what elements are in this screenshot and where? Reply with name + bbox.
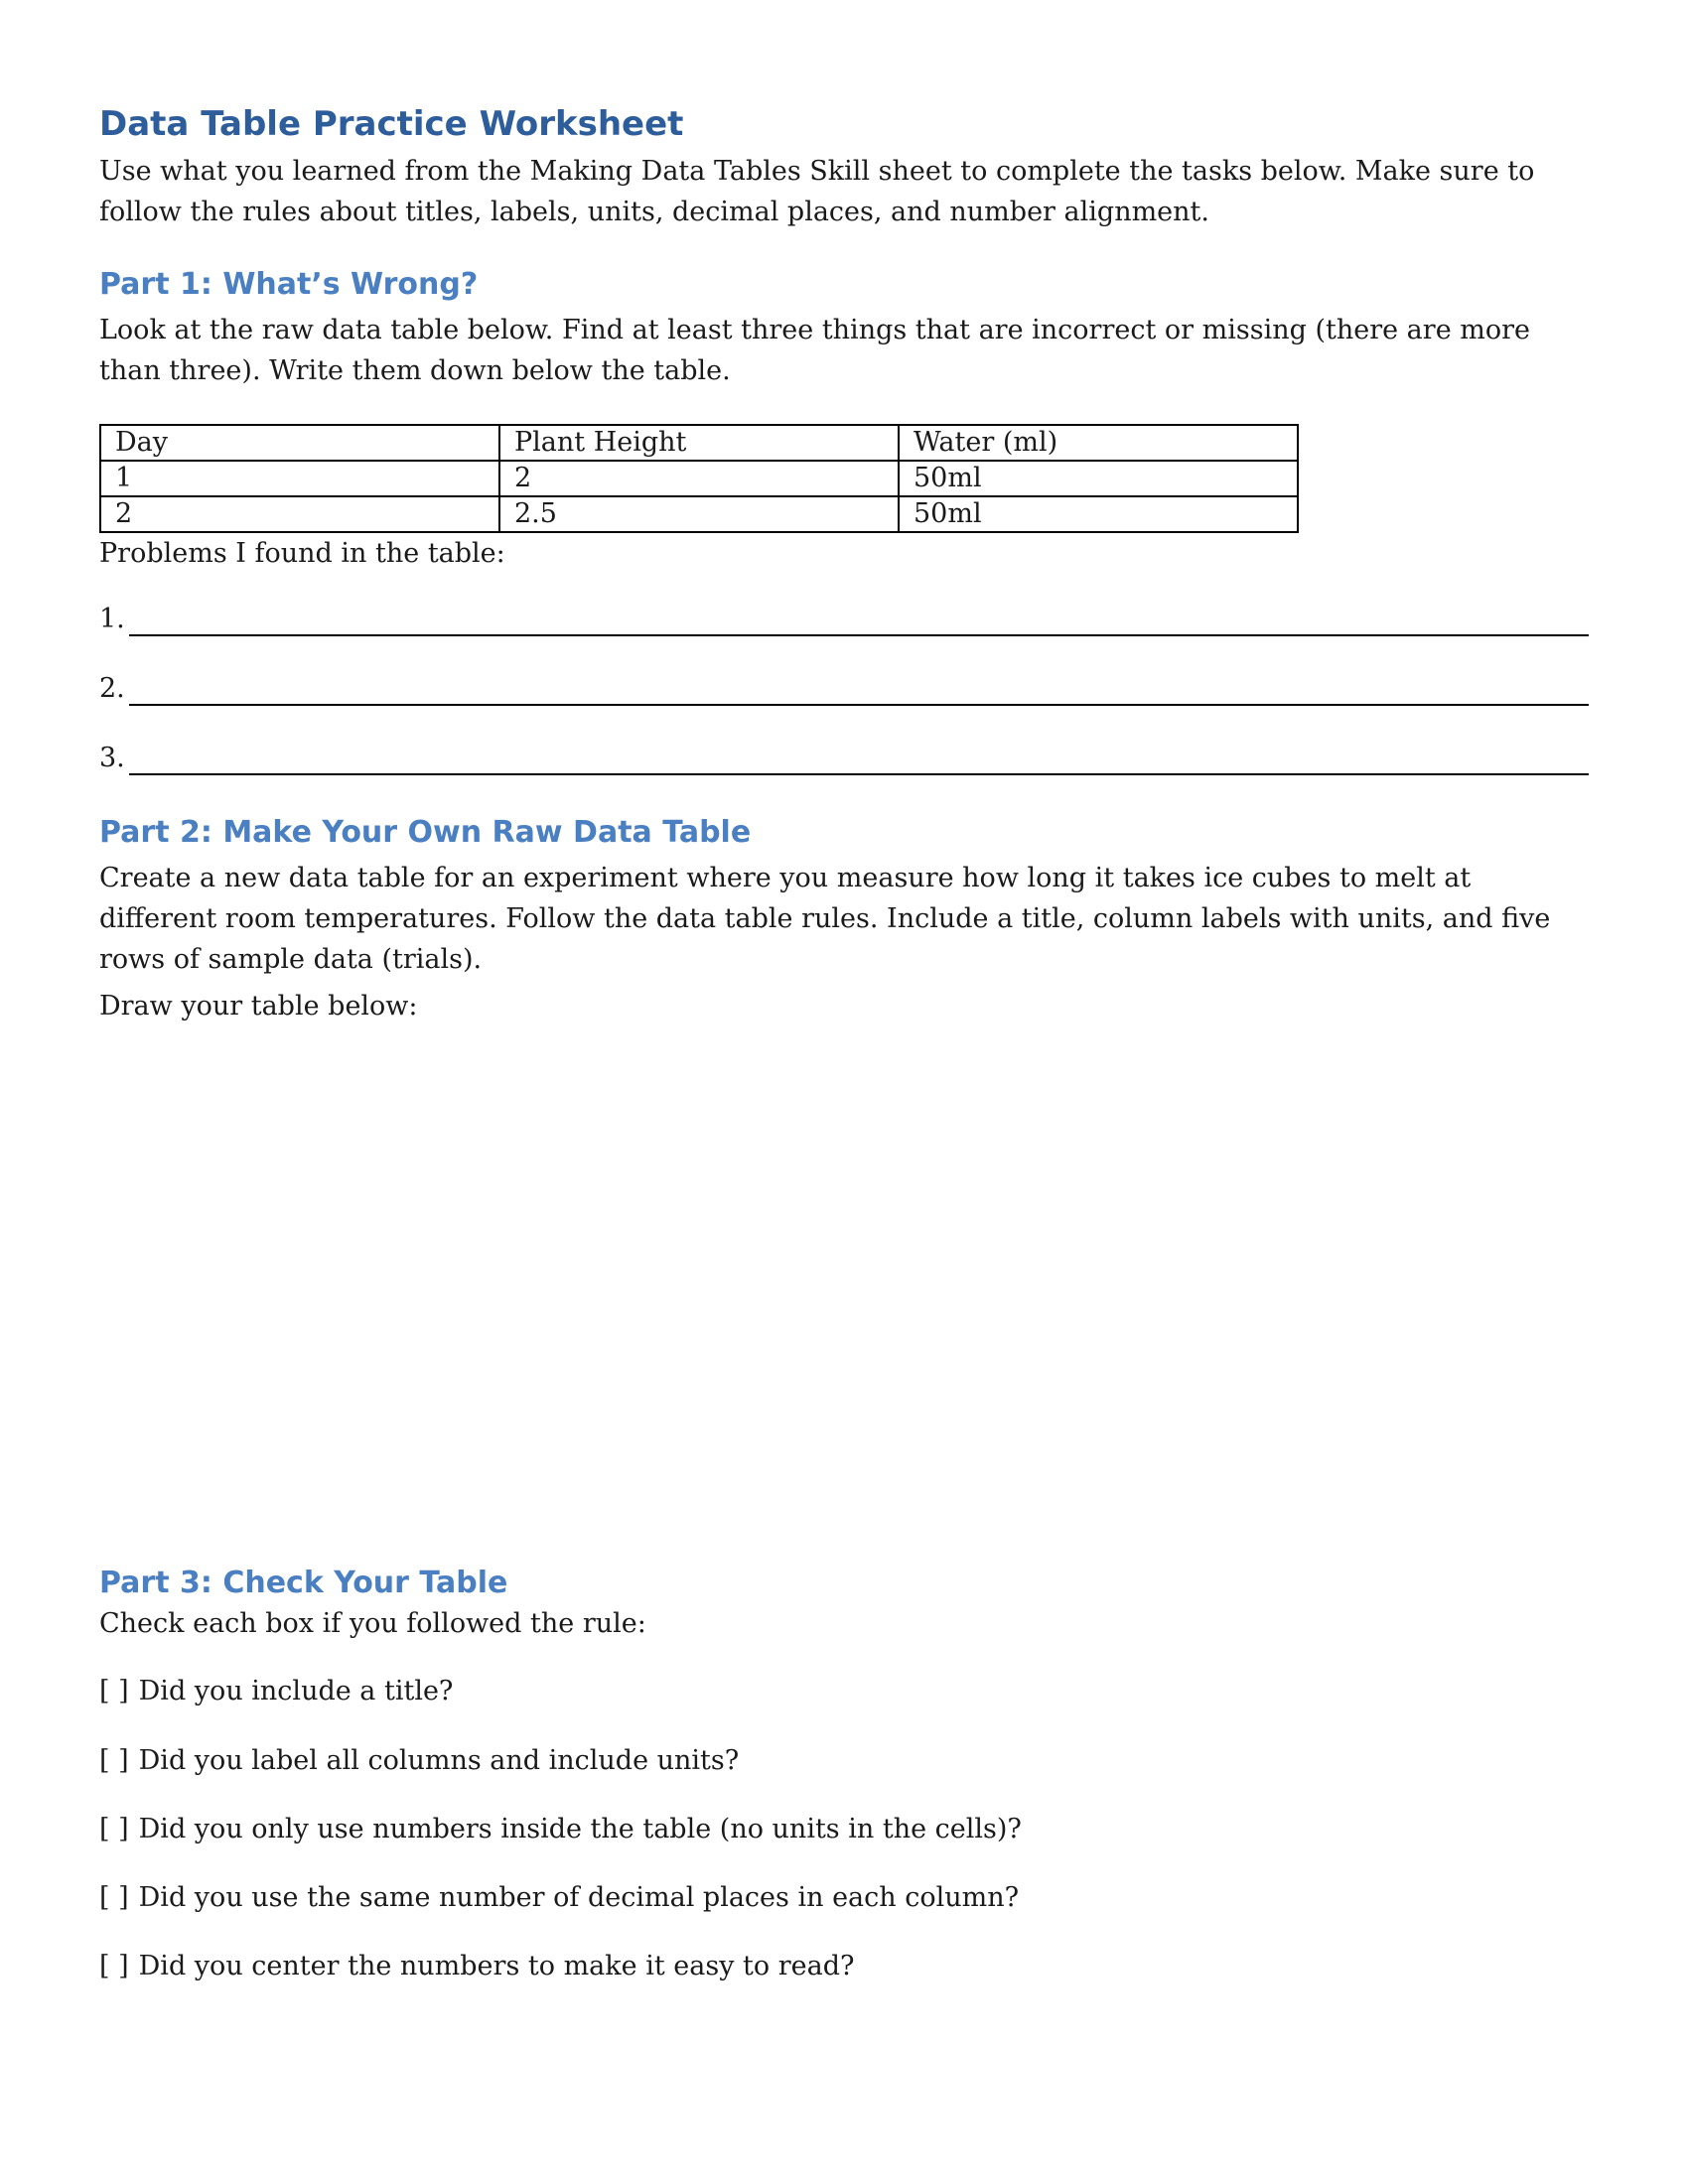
answer-number: 1. bbox=[99, 604, 125, 634]
checklist-label: Did you label all columns and include units? bbox=[138, 1745, 740, 1776]
answer-number: 3. bbox=[99, 743, 125, 773]
checkbox[interactable]: [ ] bbox=[99, 1676, 129, 1706]
checklist-item[interactable] bbox=[99, 1882, 1019, 1913]
part3-instructions: Check each box if you followed the rule: bbox=[99, 1608, 646, 1639]
checkbox[interactable]: [ ] bbox=[99, 1951, 129, 1981]
table-row bbox=[100, 461, 1298, 496]
table-header-cell: Water (ml) bbox=[899, 425, 1298, 461]
checklist-item[interactable] bbox=[99, 1814, 1022, 1844]
part3-heading: Part 3: Check Your Table bbox=[99, 1566, 508, 1600]
table-header-cell: Plant Height bbox=[499, 425, 899, 461]
checklist-item[interactable] bbox=[99, 1745, 739, 1776]
part1-instructions: Look at the raw data table below. Find at least three things that are incorrect or missing (there are more than three). Write them down below the table. bbox=[99, 315, 1530, 386]
table-cell: 2 bbox=[499, 461, 899, 496]
checkbox[interactable]: [ ] bbox=[99, 1814, 129, 1844]
answer-line-3[interactable] bbox=[99, 743, 1589, 778]
checkbox[interactable]: [ ] bbox=[99, 1882, 129, 1913]
intro-paragraph: Use what you learned from the Making Data Tables Skill sheet to complete the tasks below. Make sure to follow the rules about titles, labels, units, decimal places, and number alignment. bbox=[99, 156, 1535, 227]
part2-instructions: Create a new data table for an experiment where you measure how long it takes ice cubes to melt at different room temperatures. Follow the data table rules. Include a title, column labels with units, and five rows of sample data (trials). bbox=[99, 863, 1551, 975]
table-cell: 1 bbox=[100, 461, 499, 496]
raw-data-table bbox=[99, 424, 1299, 533]
answer-line-1[interactable] bbox=[99, 604, 1589, 639]
answer-line-2[interactable] bbox=[99, 673, 1589, 709]
checkbox[interactable]: [ ] bbox=[99, 1745, 129, 1776]
table-cell: 2 bbox=[100, 496, 499, 532]
answer-underline bbox=[129, 704, 1589, 706]
answer-number: 2. bbox=[99, 673, 125, 704]
table-cell: 2.5 bbox=[499, 496, 899, 532]
table-header-cell: Day bbox=[100, 425, 499, 461]
table-row bbox=[100, 496, 1298, 532]
part2-heading: Part 2: Make Your Own Raw Data Table bbox=[99, 815, 752, 850]
checklist-label: Did you include a title? bbox=[138, 1676, 454, 1706]
checklist-item[interactable] bbox=[99, 1951, 854, 1981]
drawing-area[interactable] bbox=[99, 1042, 1589, 1479]
page-title: Data Table Practice Worksheet bbox=[99, 104, 684, 144]
problems-label: Problems I found in the table: bbox=[99, 538, 505, 569]
checklist-label: Did you center the numbers to make it easy to read? bbox=[138, 1951, 855, 1981]
table-cell: 50ml bbox=[899, 461, 1298, 496]
answer-underline bbox=[129, 773, 1589, 775]
table-cell: 50ml bbox=[899, 496, 1298, 532]
checklist-label: Did you only use numbers inside the table (no units in the cells)? bbox=[138, 1814, 1022, 1844]
answer-underline bbox=[129, 634, 1589, 636]
checklist-item[interactable] bbox=[99, 1676, 453, 1706]
draw-prompt: Draw your table below: bbox=[99, 991, 418, 1022]
part1-heading: Part 1: What’s Wrong? bbox=[99, 267, 479, 302]
checklist-label: Did you use the same number of decimal places in each column? bbox=[138, 1882, 1020, 1913]
table-header-row bbox=[100, 425, 1298, 461]
